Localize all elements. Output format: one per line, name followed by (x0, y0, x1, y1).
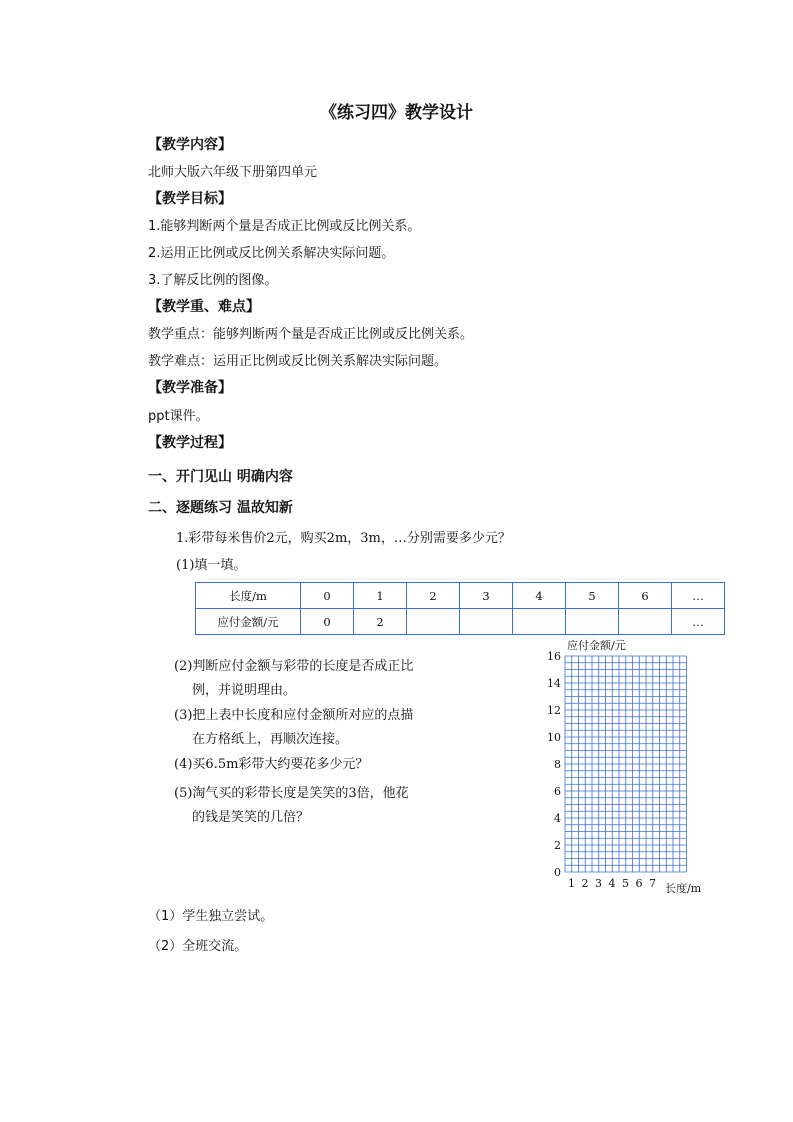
table-cell: 4 (513, 583, 566, 609)
table-cell: 3 (460, 583, 513, 609)
question-1-sub-3: (3)把上表中长度和应付金额所对应的点描 (174, 708, 414, 723)
x-ticks (568, 877, 656, 890)
y-ticks (547, 650, 561, 879)
question-1-sub-3-cont: 在方格纸上，再顺次连接。 (192, 732, 349, 747)
key-point-text: 教学重点：能够判断两个量是否成正比例或反比例关系。 (148, 327, 474, 342)
table-cell: 0 (301, 609, 354, 635)
goal-item: 1.能够判断两个量是否成正比例或反比例关系。 (148, 219, 421, 234)
table-cell (407, 609, 460, 635)
goal-item: 3.了解反比例的图像。 (148, 273, 278, 288)
table-row-label: 应付金额/元 (196, 609, 301, 635)
y-tick-label: 0 (554, 866, 561, 879)
table-cell: 2 (354, 609, 407, 635)
question-1-sub-1: (1)填一填。 (176, 558, 247, 573)
table-cell: 5 (566, 583, 619, 609)
part-one-heading: 一、开门见山 明确内容 (148, 469, 293, 485)
x-tick-label: 4 (608, 877, 616, 890)
preparation-text: ppt课件。 (148, 409, 209, 424)
question-1-sub-5-cont: 的钱是笑笑的几倍？ (192, 810, 310, 825)
step-item: （2）全班交流。 (148, 939, 248, 954)
difficulty-text: 教学难点：运用正比例或反比例关系解决实际问题。 (148, 354, 448, 369)
heading-content: 【教学内容】 (148, 137, 232, 153)
x-tick-label: 6 (635, 877, 643, 890)
table-row-label: 长度/m (196, 583, 301, 609)
x-tick-label: 1 (568, 877, 575, 890)
question-1-sub-2-cont: 例，并说明理由。 (192, 683, 297, 698)
question-1-sub-4: (4)买6.5m彩带大约要花多少元？ (174, 757, 369, 772)
content-text: 北师大版六年级下册第四单元 (148, 165, 318, 180)
table-cell: 2 (407, 583, 460, 609)
heading-key-points: 【教学重、难点】 (148, 299, 260, 315)
page-title: 《练习四》教学设计 (320, 103, 473, 123)
question-1-sub-5: (5)淘气买的彩带长度是笑笑的3倍，他花 (174, 786, 409, 801)
graph-paper (535, 636, 715, 898)
y-tick-label: 12 (547, 704, 561, 717)
question-1-sub-2: (2)判断应付金额与彩带的长度是否成正比 (174, 659, 414, 674)
x-tick-label: 7 (649, 877, 656, 890)
table-cell: 6 (619, 583, 672, 609)
y-axis-label: 应付金额/元 (567, 639, 626, 652)
part-two-heading: 二、逐题练习 温故知新 (148, 500, 293, 516)
goal-item: 2.运用正比例或反比例关系解决实际问题。 (148, 246, 395, 261)
table-row (196, 583, 725, 609)
table-cell (566, 609, 619, 635)
heading-preparation: 【教学准备】 (148, 380, 232, 396)
x-axis-label: 长度/m (665, 882, 702, 895)
table-cell (513, 609, 566, 635)
y-tick-label: 6 (554, 785, 561, 798)
table-cell: … (672, 609, 725, 635)
table-cell: 1 (354, 583, 407, 609)
heading-process: 【教学过程】 (148, 435, 232, 451)
y-tick-label: 2 (554, 839, 561, 852)
y-tick-label: 16 (547, 650, 561, 663)
table-cell (619, 609, 672, 635)
table-cell: 0 (301, 583, 354, 609)
table-cell (460, 609, 513, 635)
table-row (196, 609, 725, 635)
step-item: （1）学生独立尝试。 (148, 909, 274, 924)
x-tick-label: 5 (622, 877, 629, 890)
x-tick-label: 2 (581, 877, 589, 890)
question-1: 1.彩带每米售价2元，购买2m，3m，…分别需要多少元？ (176, 531, 511, 546)
y-tick-label: 8 (554, 758, 561, 771)
x-tick-label: 3 (595, 877, 602, 890)
y-tick-label: 10 (547, 731, 561, 744)
heading-goals: 【教学目标】 (148, 191, 232, 207)
y-tick-label: 14 (547, 677, 561, 690)
price-table (195, 582, 725, 635)
table-cell: … (672, 583, 725, 609)
y-tick-label: 4 (554, 812, 561, 825)
grid-lines (565, 656, 687, 872)
